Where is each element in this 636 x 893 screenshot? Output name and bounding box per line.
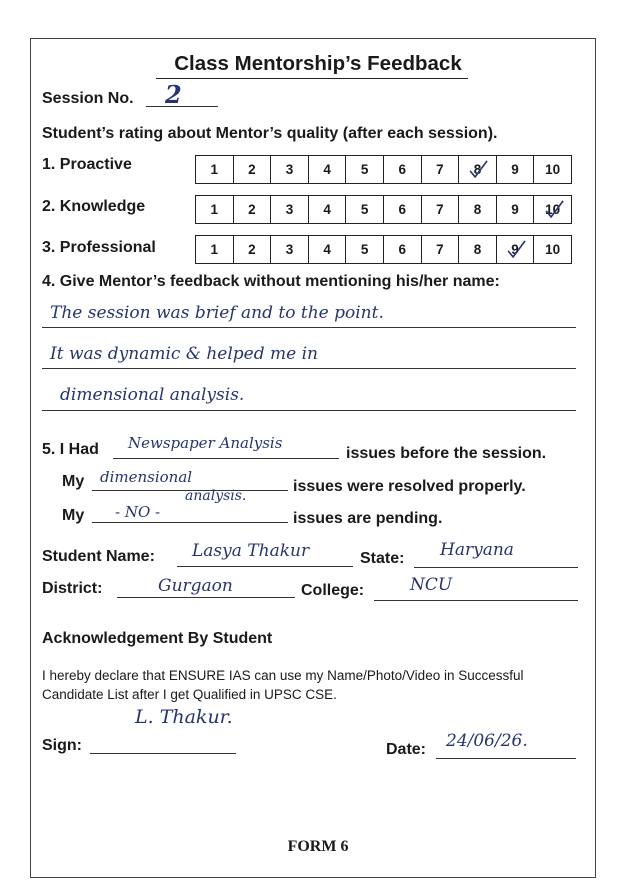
feedback-rule-2 bbox=[42, 368, 576, 369]
rating-3-scale bbox=[195, 235, 572, 264]
q5-had-value[interactable]: Newspaper Analysis bbox=[128, 434, 283, 452]
college-value[interactable]: NCU bbox=[410, 575, 453, 595]
rating-2-option-6[interactable]: 6 bbox=[383, 196, 421, 223]
date-value[interactable]: 24/06/26. bbox=[446, 731, 528, 751]
title-underline bbox=[156, 78, 468, 79]
rating-1-option-3[interactable]: 3 bbox=[270, 156, 308, 183]
rating-3-option-3[interactable]: 3 bbox=[270, 236, 308, 263]
q5-my-label-2: My bbox=[62, 507, 85, 524]
rating-2-option-8[interactable]: 8 bbox=[458, 196, 496, 223]
sign-label: Sign: bbox=[42, 737, 82, 754]
feedback-rule-3 bbox=[42, 410, 576, 411]
rating-2-option-10[interactable]: 10 bbox=[533, 196, 571, 223]
rating-1-option-5[interactable]: 5 bbox=[345, 156, 383, 183]
feedback-heading: 4. Give Mentor’s feedback without mentioning his/her name: bbox=[42, 273, 500, 290]
feedback-rule-1 bbox=[42, 327, 576, 328]
rating-3-option-5[interactable]: 5 bbox=[345, 236, 383, 263]
rating-1-option-10[interactable]: 10 bbox=[533, 156, 571, 183]
rating-2-option-1[interactable]: 1 bbox=[210, 202, 219, 217]
rating-2-option-3[interactable]: 3 bbox=[270, 196, 308, 223]
q5-pending-value[interactable]: - NO - bbox=[115, 503, 161, 521]
student-name-label: Student Name: bbox=[42, 548, 155, 565]
q5-prefix: 5. I Had bbox=[42, 441, 99, 458]
form-number: FORM 6 bbox=[287, 838, 349, 855]
rating-3-label: 3. Professional bbox=[42, 239, 156, 256]
q5-my-label-1: My bbox=[62, 473, 85, 490]
rating-3-option-4[interactable]: 4 bbox=[308, 236, 346, 263]
rating-2-scale bbox=[195, 195, 572, 224]
feedback-line-2[interactable]: It was dynamic & helped me in bbox=[50, 344, 318, 364]
rating-2-option-4[interactable]: 4 bbox=[308, 196, 346, 223]
rating-3-option-6[interactable]: 6 bbox=[383, 236, 421, 263]
district-line bbox=[117, 597, 295, 598]
rating-3-option-2[interactable]: 2 bbox=[233, 236, 271, 263]
state-label: State: bbox=[360, 550, 405, 567]
college-label: College: bbox=[301, 582, 365, 599]
rating-3-option-9[interactable]: 9 bbox=[496, 236, 534, 263]
rating-1-label: 1. Proactive bbox=[42, 156, 132, 173]
date-line bbox=[436, 758, 576, 759]
rating-1-option-2[interactable]: 2 bbox=[233, 156, 271, 183]
rating-1-option-6[interactable]: 6 bbox=[383, 156, 421, 183]
feedback-line-1[interactable]: The session was brief and to the point. bbox=[50, 303, 384, 323]
rating-heading: Student’s rating about Mentor’s quality (after each session). bbox=[42, 125, 498, 142]
rating-1-option-8[interactable]: 8 bbox=[458, 156, 496, 183]
date-label: Date: bbox=[386, 741, 427, 758]
student-name-line bbox=[177, 566, 353, 567]
q5-resolved-value[interactable]: dimensional bbox=[100, 468, 193, 486]
rating-3-option-1[interactable]: 1 bbox=[210, 242, 219, 257]
rating-2-option-5[interactable]: 5 bbox=[345, 196, 383, 223]
q5-had-line bbox=[113, 458, 339, 459]
rating-2-label: 2. Knowledge bbox=[42, 198, 146, 215]
session-value[interactable]: 2 bbox=[165, 80, 182, 109]
acknowledgement-heading: Acknowledgement By Student bbox=[42, 630, 273, 647]
rating-1-option-9[interactable]: 9 bbox=[496, 156, 534, 183]
state-line bbox=[414, 567, 578, 568]
district-label: District: bbox=[42, 580, 103, 597]
rating-1-option-4[interactable]: 4 bbox=[308, 156, 346, 183]
rating-3-option-7[interactable]: 7 bbox=[421, 236, 459, 263]
sign-line bbox=[90, 753, 236, 754]
rating-1-option-7[interactable]: 7 bbox=[421, 156, 459, 183]
rating-2-option-7[interactable]: 7 bbox=[421, 196, 459, 223]
acknowledgement-line-2: Candidate List after I get Qualified in UPSC CSE. bbox=[42, 687, 337, 702]
rating-3-option-10[interactable]: 10 bbox=[533, 236, 571, 263]
q5-had-suffix: issues before the session. bbox=[346, 445, 547, 462]
q5-pending-note[interactable]: analysis. bbox=[185, 488, 247, 504]
rating-2-option-2[interactable]: 2 bbox=[233, 196, 271, 223]
state-value[interactable]: Haryana bbox=[440, 540, 514, 560]
rating-2-option-9[interactable]: 9 bbox=[496, 196, 534, 223]
q5-pending-suffix: issues are pending. bbox=[293, 510, 443, 527]
district-value[interactable]: Gurgaon bbox=[158, 576, 233, 596]
college-line bbox=[374, 600, 578, 601]
rating-3-option-8[interactable]: 8 bbox=[458, 236, 496, 263]
q5-resolved-suffix: issues were resolved properly. bbox=[293, 478, 526, 495]
signature[interactable]: L. Thakur. bbox=[135, 706, 233, 728]
rating-1-option-1[interactable]: 1 bbox=[210, 162, 219, 177]
session-label: Session No. bbox=[42, 90, 134, 107]
rating-1-scale bbox=[195, 155, 572, 184]
form-title: Class Mentorship’s Feedback bbox=[174, 52, 462, 75]
student-name-value[interactable]: Lasya Thakur bbox=[192, 541, 310, 561]
session-line bbox=[146, 106, 218, 107]
q5-pending-line bbox=[92, 522, 288, 523]
feedback-line-3[interactable]: dimensional analysis. bbox=[60, 385, 245, 405]
acknowledgement-line-1: I hereby declare that ENSURE IAS can use my Name/Photo/Video in Successful bbox=[42, 668, 524, 683]
